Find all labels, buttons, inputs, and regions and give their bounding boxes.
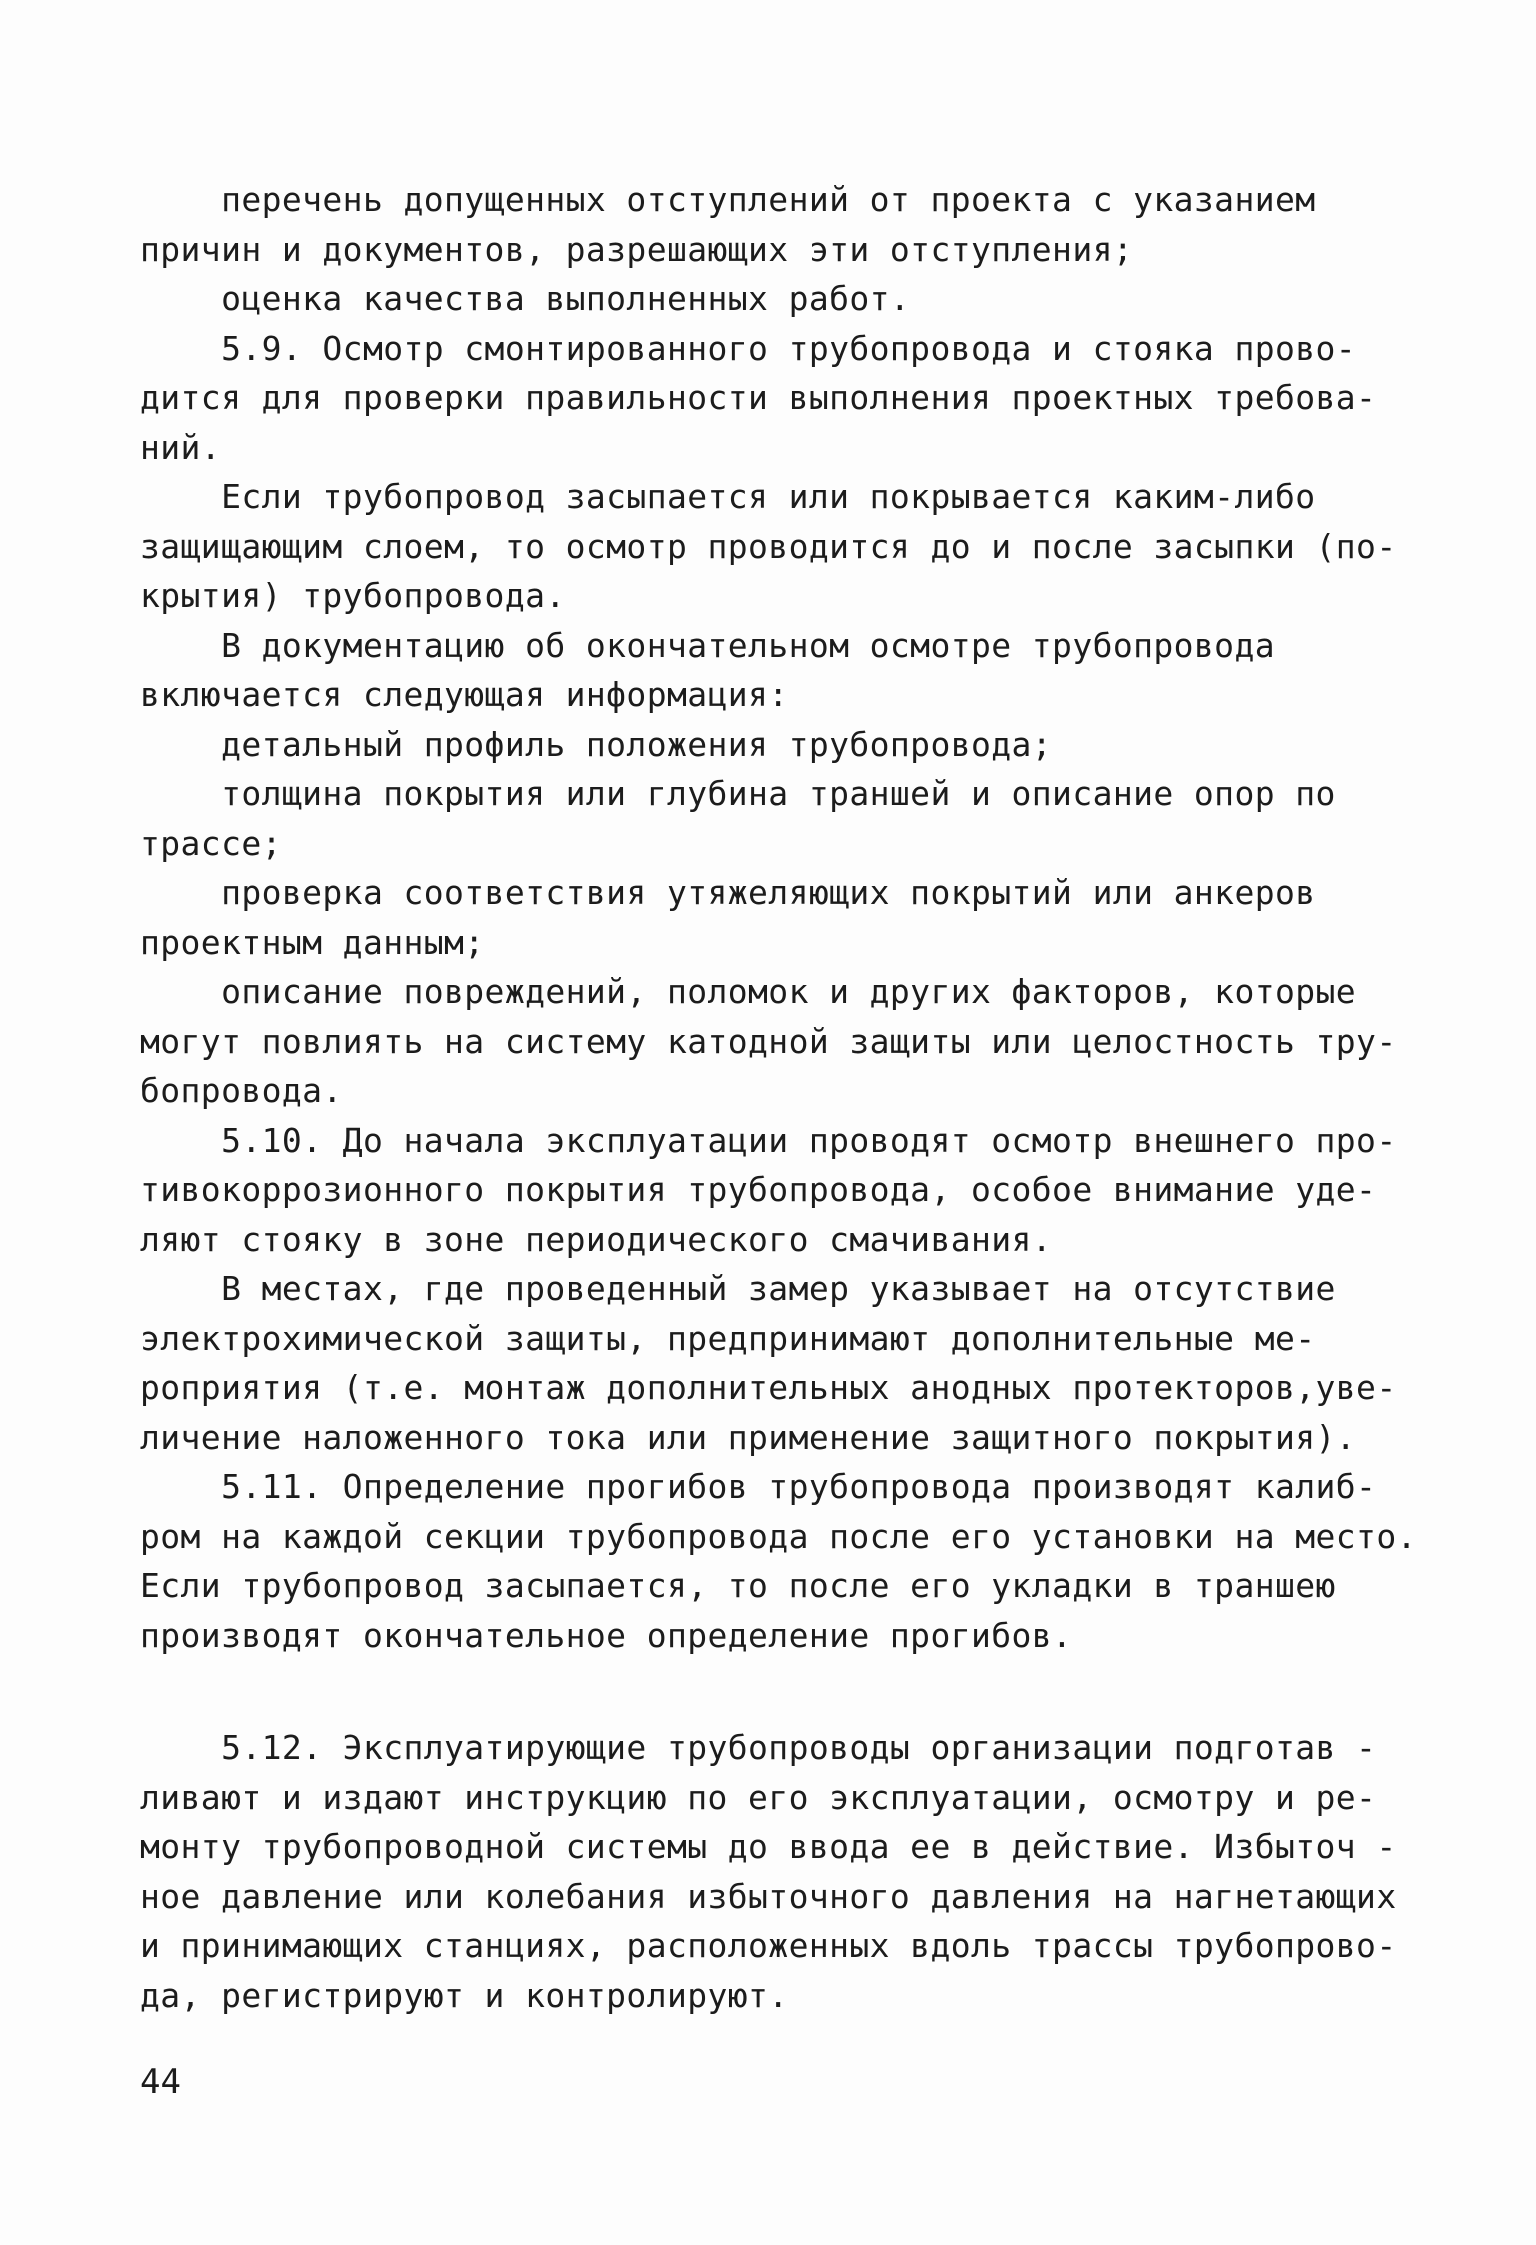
- body-text: [140, 175, 1430, 2020]
- text-line: ливают и издают инструкцию по его эксплуатации, осмотру и ре-: [140, 1777, 1377, 1817]
- text-line: защищающим слоем, то осмотр проводится до и после засыпки (по-: [140, 526, 1397, 566]
- text-line: могут повлиять на систему катодной защиты или целостность тру-: [140, 1021, 1397, 1061]
- text-line: ное давление или колебания избыточного давления на нагнетающих: [140, 1876, 1397, 1916]
- text-line: дится для проверки правильности выполнения проектных требова-: [140, 378, 1377, 417]
- text-block-1: [140, 175, 1430, 1660]
- text-line: личение наложенного тока или применение защитного покрытия).: [140, 1417, 1357, 1457]
- paragraph-gap: [140, 1660, 1430, 1723]
- text-line: Если трубопровод засыпается, то после его укладки в траншею: [140, 1566, 1336, 1605]
- text-line: и принимающих станциях, расположенных вдоль трассы трубопрово-: [140, 1926, 1397, 1965]
- text-line: 5.10. До начала эксплуатации проводят осмотр внешнего про-: [140, 1120, 1397, 1160]
- text-line: электрохимической защиты, предпринимают дополнительные ме-: [140, 1318, 1316, 1358]
- text-block-2: [140, 1723, 1430, 2020]
- page-number: 44: [140, 2062, 181, 2102]
- text-line: роприятия (т.е. монтаж дополнительных анодных протекторов,уве-: [140, 1368, 1397, 1407]
- text-line: В документацию об окончательном осмотре трубопровода: [140, 625, 1275, 665]
- text-line: включается следующая информация:: [140, 675, 789, 714]
- text-line: монту трубопроводной системы до ввода ее в действие. Избыточ -: [140, 1827, 1397, 1866]
- text-line: ний.: [140, 427, 222, 467]
- text-line: ром на каждой секции трубопровода после его установки на место.: [140, 1516, 1417, 1556]
- text-line: перечень допущенных отступлений от проекта с указанием: [140, 180, 1316, 219]
- text-line: В местах, где проведенный замер указывает на отсутствие: [140, 1269, 1336, 1308]
- text-line: тивокоррозионного покрытия трубопровода, особое внимание уде-: [140, 1170, 1377, 1209]
- text-line: Если трубопровод засыпается или покрывается каким-либо: [140, 477, 1316, 516]
- text-line: производят окончательное определение прогибов.: [140, 1615, 1073, 1655]
- text-line: детальный профиль положения трубопровода;: [140, 724, 1053, 764]
- text-line: причин и документов, разрешающих эти отступления;: [140, 229, 1134, 269]
- text-line: трассе;: [140, 823, 282, 863]
- text-line: проектным данным;: [140, 922, 485, 962]
- text-line: описание повреждений, поломок и других факторов, которые: [140, 972, 1357, 1011]
- text-line: 5.12. Эксплуатирующие трубопроводы организации подготав -: [140, 1728, 1377, 1767]
- text-line: оценка качества выполненных работ.: [140, 279, 911, 318]
- text-line: 5.9. Осмотр смонтированного трубопровода и стояка прово-: [140, 328, 1357, 368]
- text-line: ляют стояку в зоне периодического смачивания.: [140, 1219, 1053, 1259]
- text-line: проверка соответствия утяжеляющих покрытий или анкеров: [140, 873, 1316, 912]
- text-line: 5.11. Определение прогибов трубопровода производят калиб-: [140, 1467, 1377, 1506]
- text-line: да, регистрируют и контролируют.: [140, 1975, 789, 2015]
- text-line: крытия) трубопровода.: [140, 576, 566, 615]
- text-line: толщина покрытия или глубина траншей и описание опор по: [140, 774, 1336, 813]
- text-line: бопровода.: [140, 1071, 343, 1110]
